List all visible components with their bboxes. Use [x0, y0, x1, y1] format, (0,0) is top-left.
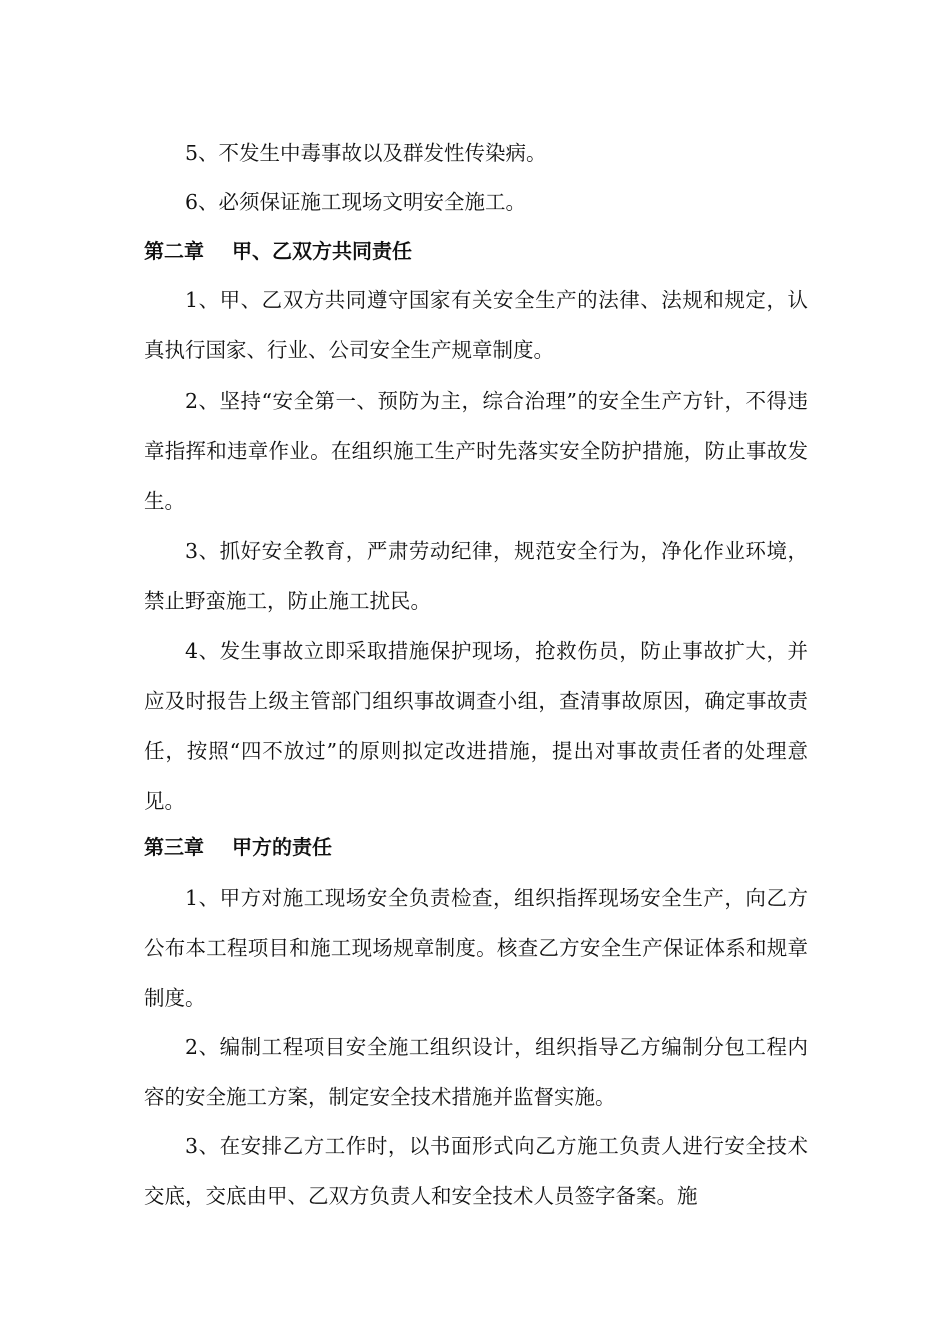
chapter-2-heading	[144, 226, 808, 276]
paragraph-item-6: 6、必须保证施工现场文明安全施工。	[185, 190, 527, 214]
chapter-3-title: 甲方的责任	[232, 835, 332, 859]
chapter-3-number: 第三章	[144, 835, 204, 859]
chapter-2-number: 第二章	[144, 239, 204, 263]
chapter-3-paragraph-3: 3、在安排乙方工作时，以书面形式向乙方施工负责人进行安全技术交底，交底由甲、乙双方负责人和安全技术人员签字备案。施	[144, 1134, 808, 1208]
chapter-2-paragraph-4: 4、发生事故立即采取措施保护现场，抢救伤员，防止事故扩大，并应及时报告上级主管部门组织事故调查小组，查清事故原因，确定事故责任，按照“四不放过”的原则拟定改进措施，提出对事故责任者的处理意见。	[144, 639, 808, 813]
chapter-2-paragraph-1: 1、甲、乙双方共同遵守国家有关安全生产的法律、法规和规定，认真执行国家、行业、公司安全生产规章制度。	[144, 288, 808, 362]
chapter-3-paragraph-2: 2、编制工程项目安全施工组织设计，组织指导乙方编制分包工程内容的安全施工方案，制定安全技术措施并监督实施。	[144, 1035, 808, 1109]
chapter-3-paragraph-1: 1、甲方对施工现场安全负责检查，组织指挥现场安全生产，向乙方公布本工程项目和施工现场规章制度。核查乙方安全生产保证体系和规章制度。	[144, 886, 808, 1010]
chapter-2-paragraph-2: 2、坚持“安全第一、预防为主，综合治理”的安全生产方针，不得违章指挥和违章作业。在组织施工生产时先落实安全防护措施，防止事故发生。	[144, 389, 808, 513]
paragraph-item-5: 5、不发生中毒事故以及群发性传染病。	[185, 141, 547, 165]
chapter-3-heading	[144, 822, 808, 872]
chapter-2-paragraph-3: 3、抓好安全教育，严肃劳动纪律，规范安全行为，净化作业环境，禁止野蛮施工，防止施工扰民。	[144, 539, 808, 613]
chapter-2-title: 甲、乙双方共同责任	[232, 239, 412, 263]
